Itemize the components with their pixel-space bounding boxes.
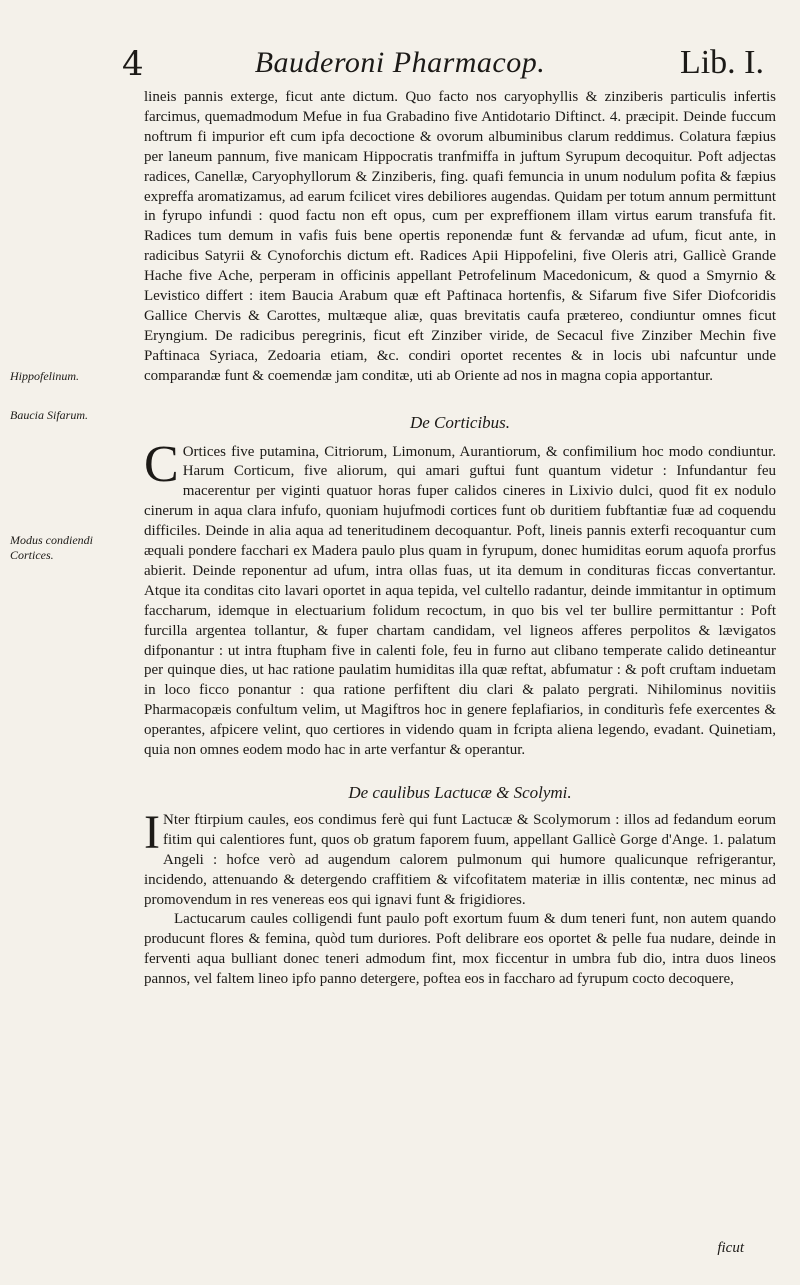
paragraph-text: Ortices five putamina, Citriorum, Limonum, Aurantiorum, & confimilium hoc modo condiuntur. Harum Corticum, five aliorum, qui amari guftui funt quantum videtur : Infundantur feu macerentur per viginti quatuor horas fuper calidos cineres in Lixivio dulci, quod fit ex nodulo cinerum in aqua clara infufo, quoniam hujufmodi cortices funt ob duritiem fubftantiæ fuæ ad coquendu difficiles. Deinde in alia aqua ad teneritudinem decoquantur. Poft, lineis pannis exterfi recoquantur cum æquali pondere facchari ex Madera paulo plus quam in fyrupum, donec humiditas eorum aquofa prorfus abierit. Deinde reponentur ad ufum, intra ollas fuas, ut ita demum in condituras ficcas convertantur. Atque ita conditas cito lavari oportet in aqua tepida, vel cultello radantur, deinde immitantur in optimum faccharum, idemque in electuarium folidum recoctum, in quo bis vel ter bullire permittantur : Poft furcilla argentea tollantur, & fuper chartam candidam, vel ligneos afferes perpolitos & lævigatos difponantur : ut intra ftupham five in calenti fole, feu in furno aut clibano temperate calido detineantur per quinque dies, ut hac ratione paulatim humiditas illa quæ reftat, abfumatur : & poft cruftam induetam in loco ficco ponantur : qua ratione perfiftent diu clari & palato pergrati. Nihilominus novitiis Pharmacopæis confultum velim, ut Magiftros hoc in genere feplafiarios, in conditurìs fefe exercentes & operantes, afpicere velint, quo certiores in videndo quam in fcripta aliena legendo, evadant. Quinetiam, quia non omnes eodem modo hac in arte verfantur & operantur. — [144, 443, 776, 759]
main-text — [144, 88, 776, 990]
page-number: 4 — [122, 44, 144, 84]
paragraph-text: Nter ftirpium caules, eos condimus ferè qui funt Lactucæ & Scolymorum : illos ad fedandum eorum fitim qui calentiores funt, quos ob gratum faporem fuum, appellant Gallicè Gorge d'Ange. 1. palatum Angeli : hofce verò ad augendum calorem pulmonum qui humore qualicunque refrigerantur, incidendo, attenuando & detergendo craffitiem & vifcofitatem materiæ in illis contentæ, nec minus ad promovendum in res venereas eos qui ignavi funt & frigidiores. — [144, 811, 776, 908]
drop-cap: I — [144, 805, 160, 859]
margin-note-modus-condiendi: Modus condiendi Cortices. — [10, 533, 93, 562]
paragraph-corticibus — [144, 435, 776, 762]
paragraph-radices: lineis pannis exterge, ficut ante dictum. Quo facto nos caryophyllis & zinziberis particulis infertis farcimus, quemadmodum Mefue in fua Grabadino five Antidotario Diftinct. 4. præcipit. Deinde fuccum noftrum fi impurior eft cum ipfa decoctione & ovorum albuminibus clarum reddimus. Colatura fæpius per laneum pannum, five manicam Hippocratis tranfmiffa in juftum Syrupum decoquitur. Poft adjectas radices, Canellæ, Caryophyllorum & Zinziberis, fing. quafi femuncia in unum nodulum pofita & fæpius expreffa aromatizamus, ad earum fcilicet vires debiliores augendas. Quidam per totum annum permittunt in fyrupo infundi : quod factu non eft opus, cum per expreffionem illam virtus earum transfufa fit. Radices tum demum in vafis fuis bene opertis reponendæ funt & fervandæ ad ufum, ficut ante, in radicibus Satyrii & Cynoforchis dictum eft. Radices Apii Hippofelini, five Oleris atri, Gallicè Grande Hache five Ache, perperam in officinis appellant Petrofelinum Macedonicum, & quod a Smyrnio & Levistico differt : item Baucia Arabum quæ eft Paftinaca hortenfis, & Sifarum five Sifer Diofcoridis Gallice Chervis & Carottes, multæque aliæ, quas brevitatis caufa prætereo, condiuntur omnes ficut Eryngium. De radicibus peregrinis, ficut eft Zinziber viride, de Secacul five Zinziber Mechin five Paftinaca Syriaca, Zedoaria etiam, &c. condiri oportet recentes & in locis ubi nafcuntur unde comparandæ funt & coemendæ jam conditæ, uti ab Oriente ad nos in magna copia apportantur. — [144, 89, 776, 384]
catchword: ficut — [717, 1240, 744, 1256]
page-header — [0, 42, 800, 92]
margin-note-hippofelinum: Hippofelinum. — [10, 369, 79, 383]
paragraph-lactucarum: Lactucarum caules colligendi funt paulo poft exortum fuum & dum teneri funt, non autem quando producunt flores & femina, quòd tum duriores. Poft delibrare eos oportet & pelle fua nudare, deinde in ferventi aqua bulliant donec teneri admodum fint, mox ficcentur in umbra fub dio, intra duos lineos pannos, vel faltem lineo ipfo panno detergere, poftea eos in faccharo ad fyrupum cocto decoquere, — [144, 911, 776, 988]
drop-cap: C — [144, 435, 179, 493]
paragraph-caulibus — [144, 805, 776, 911]
section-heading-caulibus: De caulibus Lactucæ & Scolymi. — [348, 783, 572, 802]
margin-note-baucia: Baucia Sifarum. — [10, 408, 88, 422]
running-title: Bauderoni Pharmacop. — [254, 46, 546, 79]
section-heading-corticibus: De Corticibus. — [409, 412, 511, 432]
book-number: Lib. I. — [679, 44, 764, 81]
